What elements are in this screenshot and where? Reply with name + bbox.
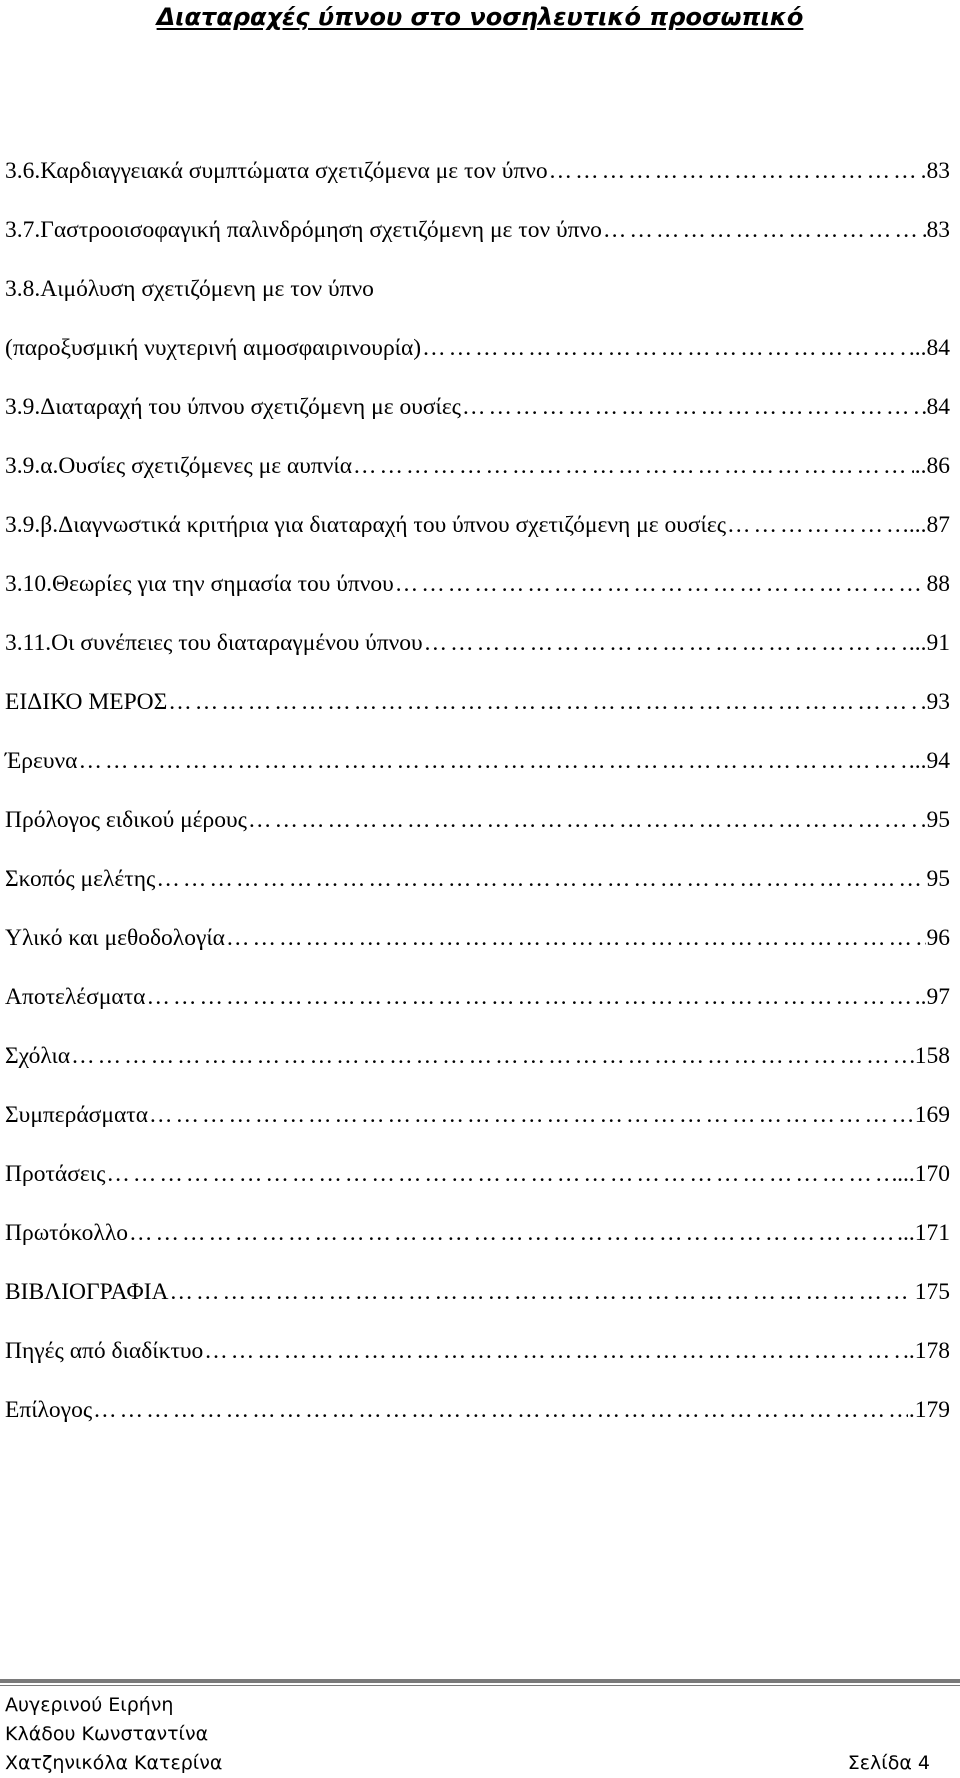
toc-entry-text: Πηγές από διαδίκτυο bbox=[5, 1338, 204, 1364]
toc-entry bbox=[5, 555, 950, 614]
toc-leader-dots bbox=[353, 437, 914, 496]
toc-entry bbox=[5, 142, 950, 201]
toc-entry-page: ..97 bbox=[914, 984, 950, 1010]
toc-leader-dots bbox=[395, 555, 926, 614]
toc-entry bbox=[5, 1204, 950, 1263]
toc-entry bbox=[5, 968, 950, 1027]
footer-author-line bbox=[5, 1720, 930, 1749]
toc-entry-text: Αποτελέσματα bbox=[5, 984, 146, 1010]
toc-entry bbox=[5, 437, 950, 496]
toc-entry bbox=[5, 1027, 950, 1086]
toc-entry-text: ΒΙΒΛΙΟΓΡΑΦΙΑ bbox=[5, 1279, 169, 1305]
toc-entry-page: 169 bbox=[914, 1102, 950, 1128]
toc-entry bbox=[5, 1322, 950, 1381]
toc-entry-page: 83 bbox=[926, 217, 950, 243]
toc-leader-dots bbox=[168, 673, 919, 732]
toc-leader-dots bbox=[424, 614, 908, 673]
toc-leader-dots bbox=[78, 732, 913, 791]
toc-entry bbox=[5, 496, 950, 555]
toc-entry-page: .179 bbox=[908, 1397, 950, 1423]
toc-entry bbox=[5, 791, 950, 850]
toc-entry bbox=[5, 850, 950, 909]
toc-entry-text: 3.10.Θεωρίες για την σημασία του ύπνου bbox=[5, 571, 394, 597]
toc-leader-dots bbox=[549, 142, 920, 201]
toc-entry bbox=[5, 319, 950, 378]
toc-entry-text: Πρωτόκολλο bbox=[5, 1220, 128, 1246]
toc-entry-text: Επίλογος bbox=[5, 1397, 93, 1423]
toc-entry bbox=[5, 378, 950, 437]
toc-leader-dots bbox=[727, 496, 908, 555]
page-number: Σελίδα 4 bbox=[847, 1752, 930, 1774]
toc-entry-page: 84 bbox=[926, 394, 950, 420]
toc-entry-text: Πρόλογος ειδικού μέρους bbox=[5, 807, 247, 833]
footer-author-line bbox=[5, 1749, 930, 1778]
toc-leader-dots bbox=[156, 850, 925, 909]
toc-entry-page: ...171 bbox=[897, 1220, 950, 1246]
toc-entry bbox=[5, 909, 950, 968]
toc-entry-text: 3.9.α.Ουσίες σχετιζόμενες με αυπνία bbox=[5, 453, 353, 479]
toc-entry-page: .93 bbox=[920, 689, 950, 715]
toc-leader-dots bbox=[129, 1204, 896, 1263]
toc-entry-page: 96 bbox=[926, 925, 950, 951]
toc-entry-text: Σκοπός μελέτης bbox=[5, 866, 156, 892]
footer-divider-thin bbox=[0, 1685, 960, 1686]
toc-leader-dots bbox=[147, 968, 914, 1027]
toc-entry-page: ...91 bbox=[908, 630, 950, 656]
toc-entry-text: 3.8.Αιμόλυση σχετιζόμενη με τον ύπνο bbox=[5, 276, 374, 302]
toc-leader-dots bbox=[422, 319, 908, 378]
toc-entry bbox=[5, 1263, 950, 1322]
toc-leader-dots bbox=[462, 378, 926, 437]
toc-entry-text: Συμπεράσματα bbox=[5, 1102, 149, 1128]
toc-entry-page: 88 bbox=[926, 571, 950, 597]
toc-entry-text: 3.9.β.Διαγνωστικά κριτήρια για διαταραχή του ύπνου σχετιζόμενη με ουσίες bbox=[5, 512, 727, 538]
toc-entry-page: ..94 bbox=[914, 748, 950, 774]
toc-entry-page: .95 bbox=[920, 807, 950, 833]
toc-entry bbox=[5, 1086, 950, 1145]
footer-divider bbox=[0, 1679, 960, 1683]
toc-entry-page: ..178 bbox=[903, 1338, 950, 1364]
toc-entry-text: Σχόλια bbox=[5, 1043, 71, 1069]
footer-author-line bbox=[5, 1691, 930, 1720]
toc-leader-dots bbox=[106, 1145, 896, 1204]
footer-author: Αυγερινού Ειρήνη bbox=[5, 1694, 174, 1716]
toc-entry-text: 3.9.Διαταραχή του ύπνου σχετιζόμενη με ουσίες bbox=[5, 394, 461, 420]
footer-author: Κλάδου Κωνσταντίνα bbox=[5, 1723, 209, 1745]
toc-leader-dots bbox=[603, 201, 926, 260]
table-of-contents bbox=[5, 142, 950, 1440]
toc-entry-page: 95 bbox=[926, 866, 950, 892]
toc-entry-text: Υλικό και μεθοδολογία bbox=[5, 925, 225, 951]
toc-entry bbox=[5, 1145, 950, 1204]
toc-entry-page: ...87 bbox=[908, 512, 950, 538]
toc-leader-dots bbox=[93, 1381, 908, 1440]
toc-entry bbox=[5, 201, 950, 260]
toc-entry-text: 3.6.Καρδιαγγειακά συμπτώματα σχετιζόμενα με τον ύπνο bbox=[5, 158, 548, 184]
toc-entry-page: ..86 bbox=[914, 453, 950, 479]
toc-leader-dots bbox=[226, 909, 926, 968]
toc-entry bbox=[5, 732, 950, 791]
toc-entry-page: .83 bbox=[920, 158, 950, 184]
toc-entry-page: ...170 bbox=[897, 1161, 950, 1187]
page-header-title: Διαταραχές ύπνου στο νοσηλευτικό προσωπικό bbox=[156, 3, 804, 31]
toc-entry-text: 3.11.Οι συνέπειες του διαταραγμένου ύπνου bbox=[5, 630, 423, 656]
toc-leader-dots bbox=[248, 791, 920, 850]
toc-entry-text: Προτάσεις bbox=[5, 1161, 106, 1187]
toc-entry-page: 158 bbox=[914, 1043, 950, 1069]
toc-entry bbox=[5, 1381, 950, 1440]
toc-leader-dots bbox=[204, 1322, 902, 1381]
page-footer bbox=[5, 1691, 930, 1778]
toc-entry-text: ΕΙΔΙΚΟ ΜΕΡΟΣ bbox=[5, 689, 168, 715]
toc-leader-dots bbox=[149, 1086, 914, 1145]
toc-entry bbox=[5, 614, 950, 673]
toc-entry-text: 3.7.Γαστροοισοφαγική παλινδρόμηση σχετιζόμενη με τον ύπνο bbox=[5, 217, 602, 243]
toc-entry-text: (παροξυσμική νυχτερινή αιμοσφαιρινουρία) bbox=[5, 335, 422, 361]
footer-author: Χατζηνικόλα Κατερίνα bbox=[5, 1752, 223, 1774]
toc-entry-page: ...84 bbox=[908, 335, 950, 361]
toc-entry bbox=[5, 260, 950, 319]
toc-entry bbox=[5, 673, 950, 732]
toc-entry-page: 175 bbox=[914, 1279, 950, 1305]
toc-leader-dots bbox=[71, 1027, 914, 1086]
toc-leader-dots bbox=[170, 1263, 914, 1322]
toc-entry-text: Έρευνα bbox=[5, 748, 78, 774]
